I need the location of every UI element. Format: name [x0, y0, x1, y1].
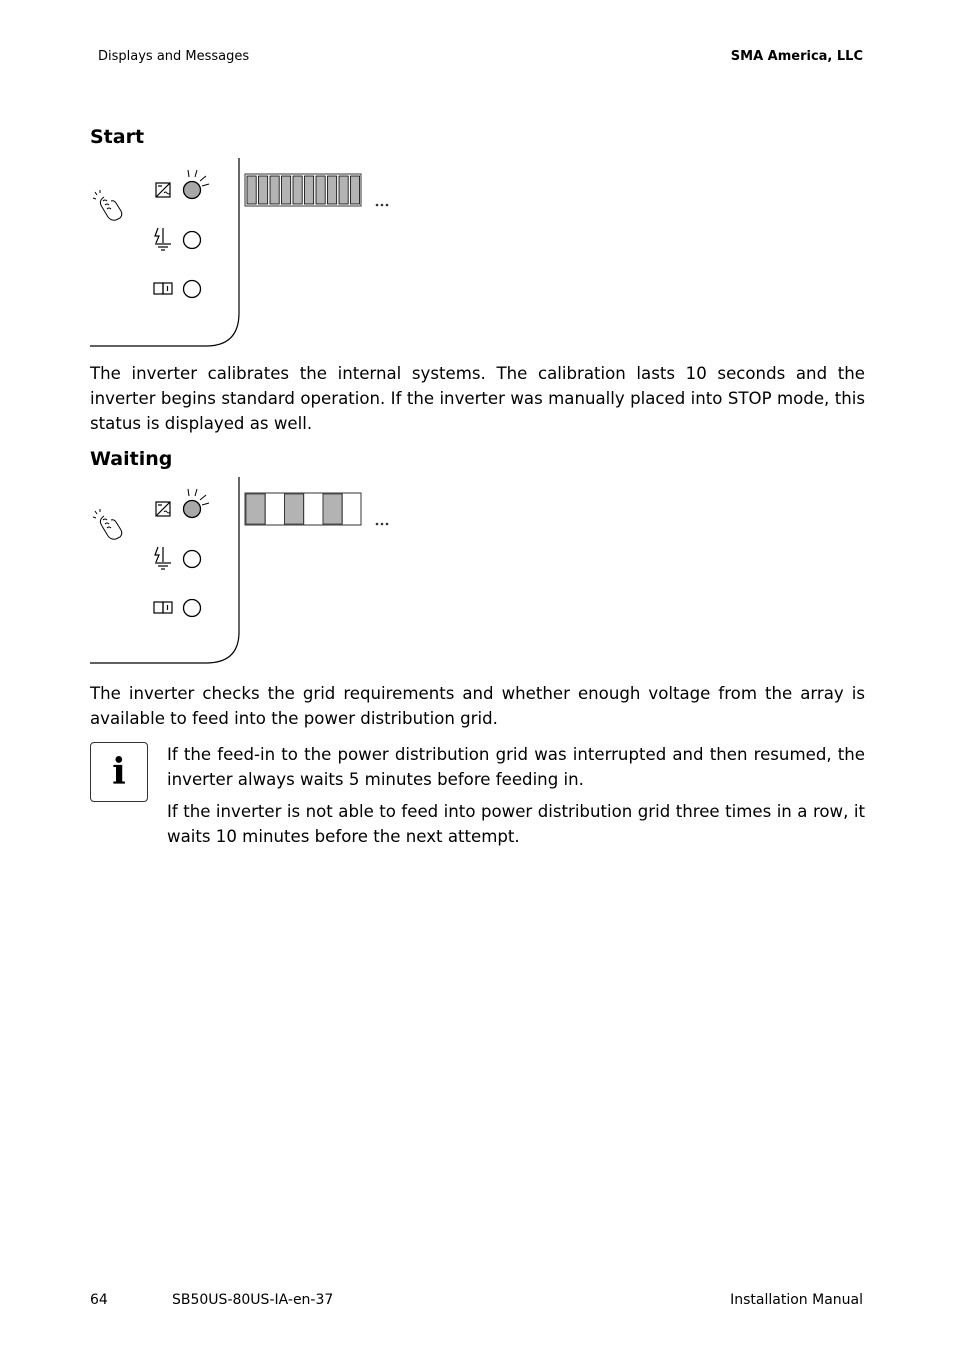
led-fault-off [184, 600, 201, 617]
info-glyph: i [112, 751, 126, 793]
led-operation-on [184, 501, 201, 518]
waiting-description: The inverter checks the grid requirements and whether enough voltage from the array is available to feed into the power distribution grid. [90, 684, 865, 728]
document-id: SB50US-80US-IA-en-37 [172, 1292, 334, 1308]
ellipsis-icon [376, 204, 389, 207]
led-fault-off [184, 281, 201, 298]
display-bar-waiting [245, 493, 361, 525]
led-ground-fault-off [184, 232, 201, 249]
led-operation-on [184, 182, 201, 199]
section-title-start: Start [90, 126, 145, 148]
info-icon [90, 742, 148, 802]
dc-ac-icon [156, 183, 170, 197]
manual-book-icon [154, 602, 172, 613]
note-paragraph-1: If the feed-in to the power distribution grid was interrupted and then resumed, the inverter always waits 5 minutes before feeding in. [167, 745, 865, 789]
dc-ac-icon [156, 502, 170, 516]
figure-waiting-display [88, 474, 408, 666]
figure-start-display [88, 155, 408, 347]
document-type: Installation Manual [730, 1292, 863, 1308]
header-company: SMA America, LLC [730, 49, 863, 64]
ellipsis-icon [376, 523, 389, 526]
page-number: 64 [90, 1292, 108, 1308]
ground-fault-icon [155, 547, 171, 569]
tap-hand-icon [93, 190, 122, 220]
led-ground-fault-off [184, 551, 201, 568]
manual-book-icon [154, 283, 172, 294]
ground-fault-icon [155, 228, 171, 250]
header-section-title: Displays and Messages [98, 49, 250, 64]
display-bar-start [245, 174, 361, 206]
note-paragraph-2: If the inverter is not able to feed into power distribution grid three times in a row, it waits 10 minutes before the next attempt. [167, 802, 865, 846]
tap-hand-icon [93, 509, 122, 539]
section-title-waiting: Waiting [90, 448, 173, 470]
start-description: The inverter calibrates the internal systems. The calibration lasts 10 seconds and the inverter begins standard operation. If the inverter was manually placed into STOP mode, this status is displayed as well. [90, 364, 865, 433]
